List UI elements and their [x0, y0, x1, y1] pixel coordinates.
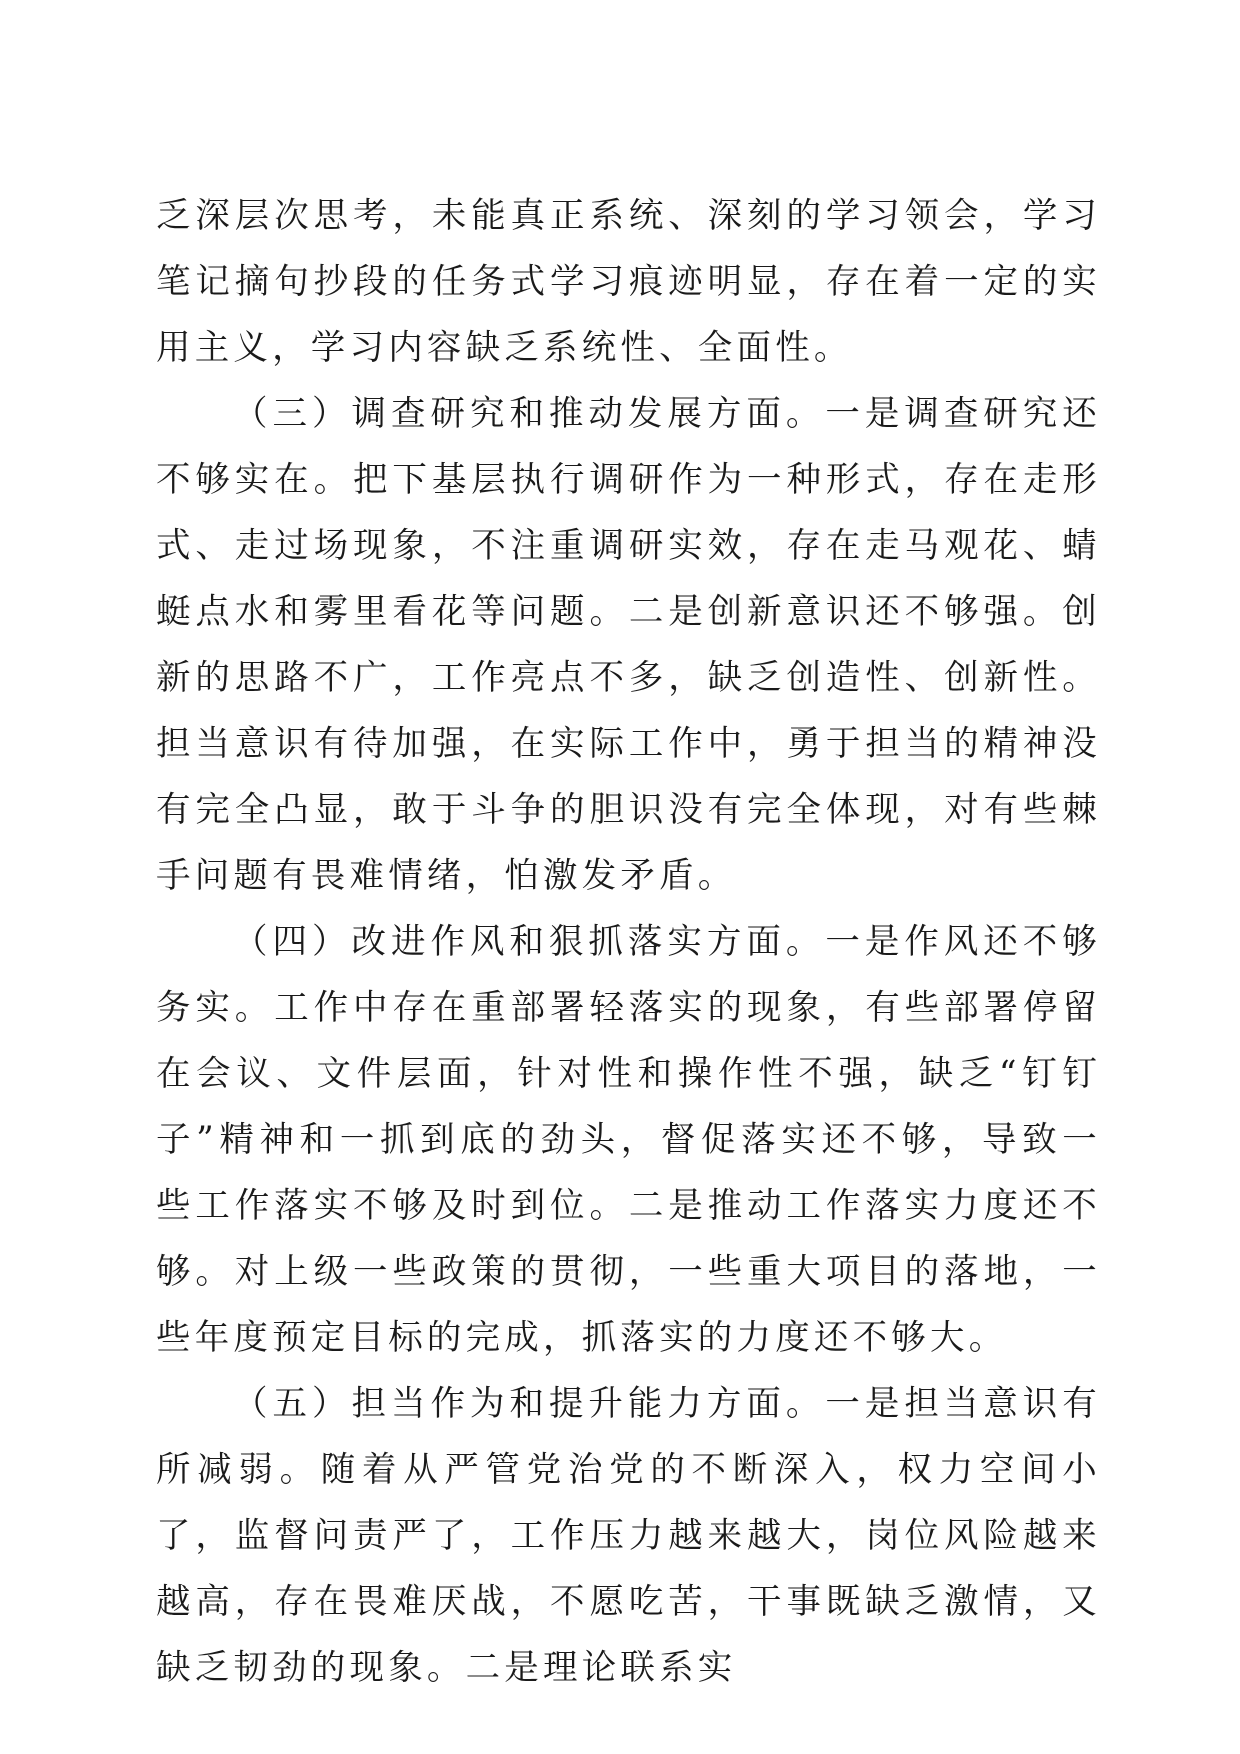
- paragraph-continued-study: 乏深层次思考，未能真正系统、深刻的学习领会，学习笔记摘句抄段的任务式学习痕迹明显，存在着一定的实用主义，学习内容缺乏系统性、全面性。: [156, 196, 1101, 368]
- paragraph-section-5-responsibility: （五）担当作为和提升能力方面。一是担当意识有所减弱。随着从严管党治党的不断深入，权力空间小了，监督问责严了，工作压力越来越大，岗位风险越来越高，存在畏难厌战，不愿吃苦，干事既缺乏激情，又缺乏韧劲的现象。二是理论联系实: [156, 1384, 1101, 1688]
- paragraph-section-4-work-style: （四）改进作风和狠抓落实方面。一是作风还不够务实。工作中存在重部署轻落实的现象，有些部署停留在会议、文件层面，针对性和操作性不强，缺乏“钉钉子”精神和一抓到底的劲头，督促落实还不够，导致一些工作落实不够及时到位。二是推动工作落实力度还不够。对上级一些政策的贯彻，一些重大项目的落地，一些年度预定目标的完成，抓落实的力度还不够大。: [156, 922, 1101, 1358]
- document-body: [156, 183, 1101, 1701]
- paragraph-section-3-research: （三）调查研究和推动发展方面。一是调查研究还不够实在。把下基层执行调研作为一种形式，存在走形式、走过场现象，不注重调研实效，存在走马观花、蜻蜓点水和雾里看花等问题。二是创新意识还不够强。创新的思路不广，工作亮点不多，缺乏创造性、创新性。担当意识有待加强，在实际工作中，勇于担当的精神没有完全凸显，敢于斗争的胆识没有完全体现，对有些棘手问题有畏难情绪，怕激发矛盾。: [156, 394, 1101, 896]
